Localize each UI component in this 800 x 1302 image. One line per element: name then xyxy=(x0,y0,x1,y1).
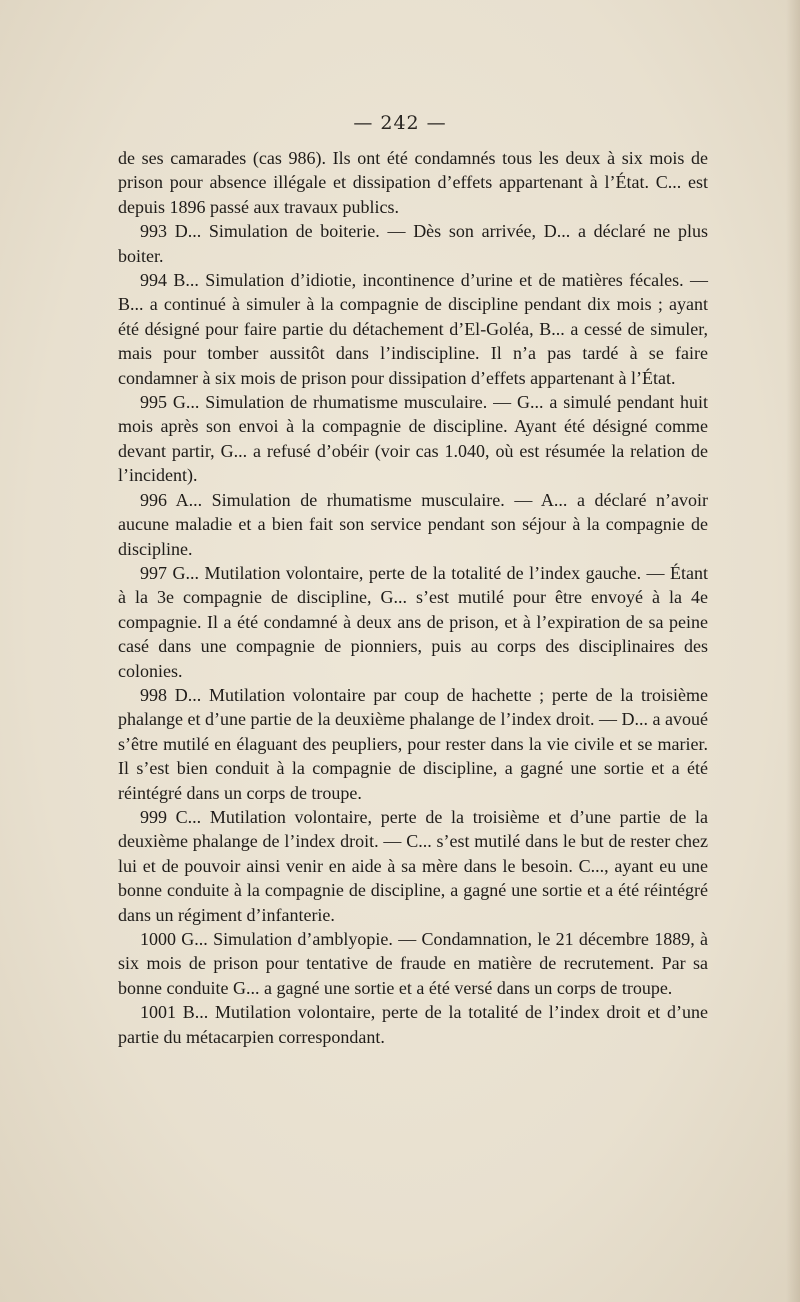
paragraph-continuation: de ses camarades (cas 986). Ils ont été condamnés tous les deux à six mois de prison pour absence illégale et dissipation d’effets appartenant à l’État. C... est depuis 1896 passé aux travaux publics. xyxy=(118,148,708,217)
case-996: 996 A... Simulation de rhumatisme musculaire. — A... a déclaré n’avoir aucune maladie et a bien fait son service pendant son séjour à la compagnie de discipline. xyxy=(118,489,708,559)
case-1001: 1001 B... Mutilation volontaire, perte de la totalité de l’index droit et d’une partie du métacarpien correspondant. xyxy=(118,1002,708,1047)
case-994: 994 B... Simulation d’idiotie, incontinence d’urine et de matières fécales. — B... a continué à simuler à la compagnie de discipline pendant dix mois ; ayant été désigné pour faire partie du détachement d’El-Goléa, B... a cessé de simuler, mais pour tomber aussitôt dans l’indiscipline. Il n’a pas tardé à se faire condamner à six mois de prison pour dissipation d’effets appartenant à l’État. xyxy=(118,270,708,388)
case-999: 999 C... Mutilation volontaire, perte de la troisième et d’une partie de la deuxième phalange de l’index droit. — C... s’est mutilé dans le but de rester chez lui et de pouvoir ainsi venir en aide à sa mère dans le besoin. C..., ayant eu une bonne conduite à la compagnie de discipline, a gagné une sortie et a été réintégré dans un régiment d’infanterie. xyxy=(118,806,708,925)
body-text xyxy=(118,146,708,1049)
case-995: 995 G... Simulation de rhumatisme musculaire. — G... a simulé pendant huit mois après son envoi à la compagnie de discipline. Ayant été désigné comme devant partir, G... a refusé d’obéir (voir cas 1.040, où est résumée la relation de l’incident). xyxy=(118,392,708,486)
page-edge-shadow xyxy=(786,0,800,1302)
page-number: — 242 — xyxy=(353,112,447,134)
case-1000: 1000 G... Simulation d’amblyopie. — Condamnation, le 21 décembre 1889, à six mois de prison pour tentative de fraude en matière de recrutement. Par sa bonne conduite G... a gagné une sortie et a été versé dans un corps de troupe. xyxy=(118,929,708,998)
case-993: 993 D... Simulation de boiterie. — Dès son arrivée, D... a déclaré ne plus boiter. xyxy=(118,221,708,266)
case-997: 997 G... Mutilation volontaire, perte de la totalité de l’index gauche. — Étant à la 3e compagnie de discipline, G... s’est mutilé pour être envoyé à la 4e compagnie. Il a été condamné à deux ans de prison, et à l’expiration de sa peine casé dans une compagnie de pionniers, puis au corps des disciplinaires des colonies. xyxy=(118,562,708,681)
case-998: 998 D... Mutilation volontaire par coup de hachette ; perte de la troisième phalange et d’une partie de la deuxième phalange de l’index droit. — D... a avoué s’être mutilé en élaguant des peupliers, pour rester dans la vie civile et se marier. Il s’est bien conduit à la compagnie de discipline, a gagné une sortie et a été réintégré dans un corps de troupe. xyxy=(118,684,708,803)
